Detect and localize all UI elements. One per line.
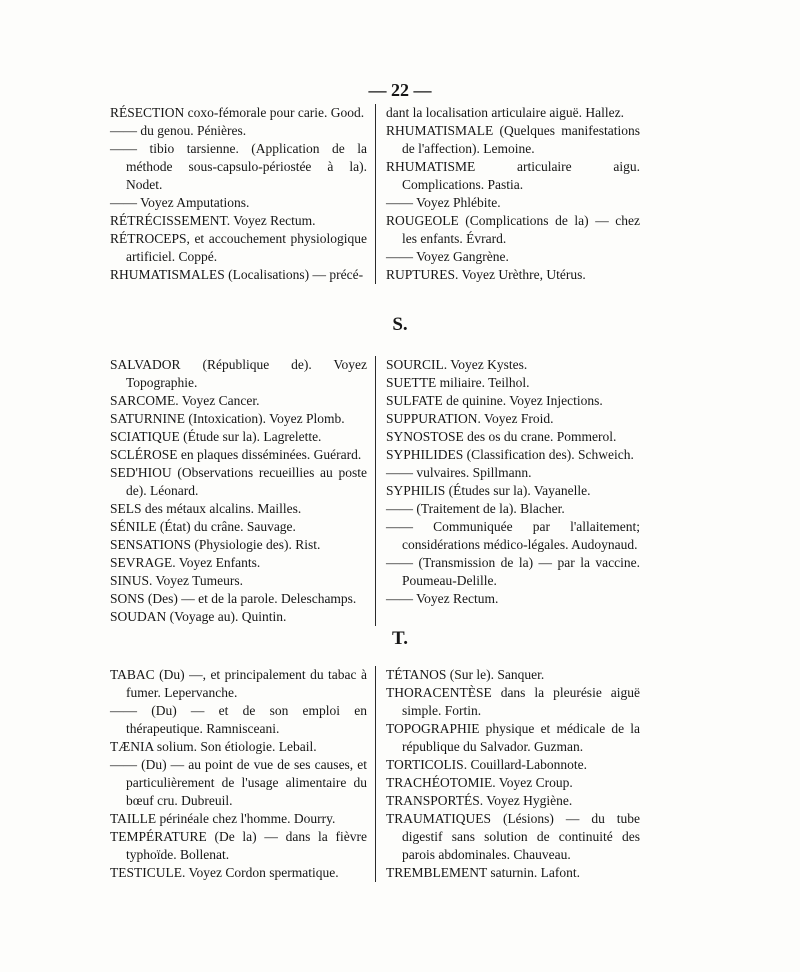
index-entry: TORTICOLIS. Couillard-Labonnote. <box>386 757 588 772</box>
left-column <box>110 356 375 626</box>
section-letter-t: T. <box>391 628 408 649</box>
index-entry: —— (Du) — et de son emploi en thérapeutique. Ramnisceani. <box>110 703 367 736</box>
index-entry: SARCOME. Voyez Cancer. <box>110 393 260 408</box>
index-entry: TAILLE périnéale chez l'homme. Dourry. <box>110 811 336 826</box>
index-entry: RÉSECTION coxo-fémorale pour carie. Good. <box>110 105 365 120</box>
index-entry: SEVRAGE. Voyez Enfants. <box>110 555 261 570</box>
section-t <box>110 666 640 882</box>
section-r <box>110 104 640 284</box>
index-entry: TESTICULE. Voyez Cordon spermatique. <box>110 865 339 880</box>
page-number: — 22 — <box>368 80 432 100</box>
right-column <box>375 104 640 284</box>
index-entry: THORACENTÈSE dans la pleurésie aiguë simple. Fortin. <box>386 685 640 718</box>
index-entry: RÉTRÉCISSEMENT. Voyez Rectum. <box>110 213 316 228</box>
index-entry: RÉTROCEPS, et accouchement physiologique artificiel. Coppé. <box>110 231 367 264</box>
index-entry: SYNOSTOSE des os du crane. Pommerol. <box>386 429 617 444</box>
index-entry: TRAUMATIQUES (Lésions) — du tube digestif sans solution de continuité des parois abdominales. Chauveau. <box>386 811 640 862</box>
index-entry: —— Voyez Rectum. <box>386 591 499 606</box>
index-entry: TRANSPORTÉS. Voyez Hygiène. <box>386 793 573 808</box>
index-entry: RHUMATISMALE (Quelques manifestations de l'affection). Lemoine. <box>386 123 640 156</box>
index-entry: —— Voyez Phlébite. <box>386 195 501 210</box>
index-entry: ROUGEOLE (Complications de la) — chez les enfants. Évrard. <box>386 213 640 246</box>
index-entry: SALVADOR (République de). Voyez Topographie. <box>110 357 367 390</box>
index-entry: SULFATE de quinine. Voyez Injections. <box>386 393 603 408</box>
index-entry: SOUDAN (Voyage au). Quintin. <box>110 609 287 624</box>
index-entry: SOURCIL. Voyez Kystes. <box>386 357 528 372</box>
index-entry: RHUMATISMALES (Localisations) — précé- <box>110 267 364 282</box>
index-entry: —— (Transmission de la) — par la vaccine. Poumeau-Delille. <box>386 555 640 588</box>
index-entry: TÆNIA solium. Son étiologie. Lebail. <box>110 739 317 754</box>
index-entry: SUPPURATION. Voyez Froid. <box>386 411 554 426</box>
index-entry: dant la localisation articulaire aiguë. Hallez. <box>386 105 625 120</box>
index-entry: —— (Du) — au point de vue de ses causes, et particulièrement de l'usage alimentaire du bœuf cru. Dubreuil. <box>110 757 367 808</box>
index-entry: SONS (Des) — et de la parole. Deleschamps. <box>110 591 357 606</box>
index-entry: SCIATIQUE (Étude sur la). Lagrelette. <box>110 429 322 444</box>
index-entry: TABAC (Du) —, et principalement du tabac à fumer. Lepervanche. <box>110 667 367 700</box>
index-entry: TOPOGRAPHIE physique et médicale de la république du Salvador. Guzman. <box>386 721 640 754</box>
section-letter-s: S. <box>392 314 408 335</box>
index-entry: SATURNINE (Intoxication). Voyez Plomb. <box>110 411 345 426</box>
index-entry: TEMPÉRATURE (De la) — dans la fièvre typhoïde. Bollenat. <box>110 829 367 862</box>
index-entry: TREMBLEMENT saturnin. Lafont. <box>386 865 580 880</box>
section-s <box>110 356 640 626</box>
index-entry: —— Voyez Amputations. <box>110 195 250 210</box>
index-entry: —— du genou. Pénières. <box>110 123 247 138</box>
index-entry: SELS des métaux alcalins. Mailles. <box>110 501 302 516</box>
index-entry: TRACHÉOTOMIE. Voyez Croup. <box>386 775 573 790</box>
left-column <box>110 666 375 882</box>
index-entry: SUETTE miliaire. Teilhol. <box>386 375 530 390</box>
left-column <box>110 104 375 284</box>
index-entry: —— Communiquée par l'allaitement; considérations médico-légales. Audoynaud. <box>386 519 640 552</box>
index-entry: RUPTURES. Voyez Urèthre, Utérus. <box>386 267 586 282</box>
index-entry: SYPHILIS (Études sur la). Vayanelle. <box>386 483 591 498</box>
right-column <box>375 356 640 626</box>
index-entry: SINUS. Voyez Tumeurs. <box>110 573 244 588</box>
index-entry: —— (Traitement de la). Blacher. <box>386 501 565 516</box>
index-entry: —— tibio tarsienne. (Application de la méthode sous-capsulo-périostée à la). Nodet. <box>110 141 367 192</box>
index-entry: —— vulvaires. Spillmann. <box>386 465 532 480</box>
index-entry: SÉNILE (État) du crâne. Sauvage. <box>110 519 296 534</box>
index-entry: RHUMATISME articulaire aigu. Complications. Pastia. <box>386 159 640 192</box>
index-entry: SENSATIONS (Physiologie des). Rist. <box>110 537 321 552</box>
index-entry: TÉTANOS (Sur le). Sanquer. <box>386 667 545 682</box>
index-entry: SED'HIOU (Observations recueillies au poste de). Léonard. <box>110 465 367 498</box>
index-entry: SYPHILIDES (Classification des). Schweich. <box>386 447 634 462</box>
index-entry: —— Voyez Gangrène. <box>386 249 509 264</box>
right-column <box>375 666 640 882</box>
index-entry: SCLÉROSE en plaques disséminées. Guérard. <box>110 447 362 462</box>
